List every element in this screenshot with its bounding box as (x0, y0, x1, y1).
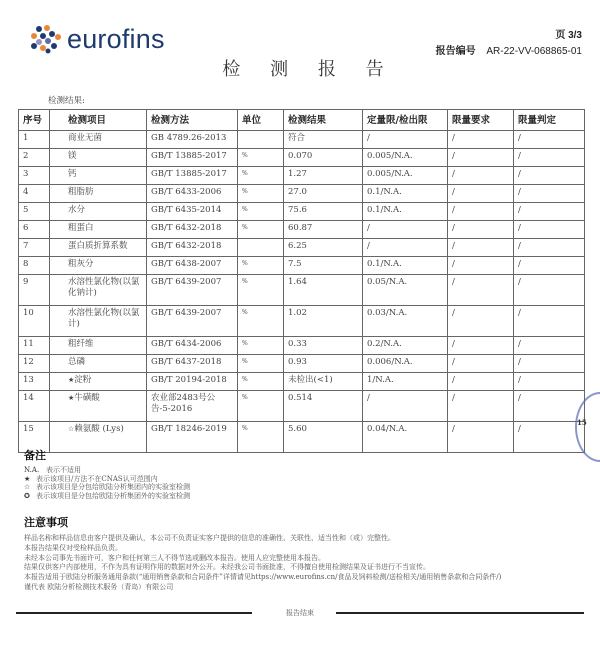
report-number-label: 报告编号 (435, 46, 476, 57)
cell-unit: % (238, 373, 284, 391)
cell-result: 75.6 (284, 203, 363, 221)
cell-requirement: / (448, 391, 514, 422)
notes-title: 备注 (24, 449, 46, 462)
col-header-result: 检测结果 (284, 110, 363, 131)
cell-requirement: / (448, 203, 514, 221)
cell-no: 6 (19, 221, 50, 239)
cell-unit: % (238, 306, 284, 337)
cell-limit: 1/N.A. (363, 373, 448, 391)
cell-unit: % (238, 391, 284, 422)
notes-list (24, 466, 190, 500)
cell-result: 0.33 (284, 337, 363, 355)
cell-limit: 0.05/N.A. (363, 275, 448, 306)
cell-judgement: / (514, 391, 585, 422)
table-row (19, 355, 585, 373)
cell-method: GB/T 18246-2019 (147, 422, 238, 453)
attention-text (24, 534, 584, 593)
cell-judgement: / (514, 275, 585, 306)
cell-no: 14 (19, 391, 50, 422)
cell-method: GB/T 20194-2018 (147, 373, 238, 391)
attention-line: 样品名称和样品信息由客户提供及确认，本公司不负责证实客户提供的信息的准确性、关联性、适当性和（或）完整性。 (24, 534, 395, 542)
cell-limit: / (363, 131, 448, 149)
star-filled-icon: ★ (24, 474, 31, 483)
cell-no: 13 (19, 373, 50, 391)
eurofins-logo-icon (30, 24, 64, 54)
cell-requirement: / (448, 257, 514, 275)
cell-judgement: / (514, 306, 585, 337)
cell-method: GB/T 6438-2007 (147, 257, 238, 275)
cell-requirement: / (448, 275, 514, 306)
table-row (19, 422, 585, 453)
note-symbol: N.A. (24, 466, 40, 474)
cell-judgement: / (514, 167, 585, 185)
cell-requirement: / (448, 355, 514, 373)
cell-method: GB/T 13885-2017 (147, 167, 238, 185)
attention-line: 本报告适用于欧陆分析服务通用条款(“通用销售条款和合同条件”详情请见https://www.eurofins.cn/食品及饲料检测/送检相关/通用销售条款和合同条件/) (24, 573, 502, 582)
note-item: ☆ 表示该项目是分包给欧陆分析集团内的实验室检测 (24, 483, 190, 491)
cell-limit: / (363, 239, 448, 257)
cell-judgement: / (514, 221, 585, 239)
cell-unit: % (238, 422, 284, 453)
table-row (19, 203, 585, 221)
cell-no: 7 (19, 239, 50, 257)
cell-method: GB/T 6434-2006 (147, 337, 238, 355)
cell-unit: % (238, 355, 284, 373)
cell-unit: % (238, 221, 284, 239)
circled-star-icon: ✪ (24, 491, 30, 500)
cell-no: 1 (19, 131, 50, 149)
cell-item: ★淀粉 (50, 373, 147, 391)
cell-limit: / (363, 391, 448, 422)
note-item: ✪ 表示该项目是分包给欧陆分析集团外的实验室检测 (24, 491, 190, 500)
cell-unit: % (238, 167, 284, 185)
eurofins-logo (30, 24, 165, 54)
cell-item: 粗蛋白 (50, 221, 147, 239)
cell-requirement: / (448, 422, 514, 453)
cell-unit: % (238, 185, 284, 203)
cell-method: GB/T 6432-2018 (147, 221, 238, 239)
cell-judgement: / (514, 355, 585, 373)
page-number: 页 3/3 (555, 30, 582, 41)
col-header-judgement: 限量判定 (514, 110, 585, 131)
stamp-number: 15 (577, 418, 587, 427)
col-header-requirement: 限量要求 (448, 110, 514, 131)
cell-requirement: / (448, 239, 514, 257)
logo-text: eurofins (67, 23, 165, 54)
cell-method: GB/T 13885-2017 (147, 149, 238, 167)
cell-result: 1.27 (284, 167, 363, 185)
cell-unit (238, 239, 284, 257)
report-number-value: AR-22-VV-068865-01 (486, 46, 582, 57)
cell-result: 1.02 (284, 306, 363, 337)
cell-item: ★牛磺酸 (50, 391, 147, 422)
cell-unit: % (238, 257, 284, 275)
note-item: ★ 表示该项目/方法不在CNAS认可范围内 (24, 474, 158, 483)
cell-result: 符合 (284, 131, 363, 149)
cell-unit: % (238, 275, 284, 306)
star-outline-icon: ☆ (68, 425, 75, 433)
table-row (19, 391, 585, 422)
cell-item: 钙 (50, 167, 147, 185)
cell-no: 8 (19, 257, 50, 275)
table-row (19, 275, 585, 306)
cell-requirement: / (448, 167, 514, 185)
cell-requirement: / (448, 337, 514, 355)
cell-judgement: / (514, 257, 585, 275)
cell-judgement: / (514, 203, 585, 221)
cell-method: GB/T 6437-2018 (147, 355, 238, 373)
cell-no: 15 (19, 422, 50, 453)
page-title: 检 测 报 告 (222, 59, 396, 80)
cell-method: GB/T 6439-2007 (147, 306, 238, 337)
col-header-item: 检测项目 (50, 110, 147, 131)
attention-title: 注意事项 (24, 516, 68, 529)
note-item: N.A. 表示不适用 (24, 466, 81, 474)
attention-line: 未经本公司事先书面许可，客户和任何第三人不得节选或删改本报告。使用人应完整使用本报告。 (24, 553, 325, 562)
cell-no: 9 (19, 275, 50, 306)
cell-item: 粗脂肪 (50, 185, 147, 203)
cell-no: 4 (19, 185, 50, 203)
cell-method: GB/T 6433-2006 (147, 185, 238, 203)
cell-no: 5 (19, 203, 50, 221)
cell-result: 5.60 (284, 422, 363, 453)
table-row (19, 149, 585, 167)
cell-unit: % (238, 149, 284, 167)
table-row (19, 185, 585, 203)
cell-limit: 0.03/N.A. (363, 306, 448, 337)
cell-judgement: / (514, 185, 585, 203)
cell-result: 0.93 (284, 355, 363, 373)
cell-item: 蛋白质折算系数 (50, 239, 147, 257)
col-header-no: 序号 (19, 110, 50, 131)
cell-no: 11 (19, 337, 50, 355)
cell-requirement: / (448, 149, 514, 167)
table-row (19, 221, 585, 239)
results-table (18, 109, 585, 453)
cell-limit: 0.005/N.A. (363, 149, 448, 167)
col-header-limit: 定量限/检出限 (363, 110, 448, 131)
cell-result: 6.25 (284, 239, 363, 257)
cell-requirement: / (448, 131, 514, 149)
cell-method: GB/T 6432-2018 (147, 239, 238, 257)
cell-item: 商业无菌 (50, 131, 147, 149)
attention-line: 结果仅供客户内部使用，不作为具有证明作用的数据对外公开。未经我公司书面批准，不得擅自使用检测结果及证书进行不当宣传。 (24, 563, 430, 572)
cell-judgement: / (514, 131, 585, 149)
cell-limit: 0.04/N.A. (363, 422, 448, 453)
cell-result: 0.070 (284, 149, 363, 167)
report-end-text: 报告结束 (286, 609, 314, 617)
cell-result: 0.514 (284, 391, 363, 422)
cell-item: 水溶性氯化物(以氯化钠计) (50, 275, 147, 306)
table-row (19, 306, 585, 337)
table-row (19, 337, 585, 355)
attention-line: 谨代表 欧陆分析检测技术服务（青岛）有限公司 (24, 582, 174, 591)
star-outline-icon: ☆ (24, 483, 31, 491)
results-label: 检测结果: (48, 96, 85, 106)
cell-item: 水分 (50, 203, 147, 221)
cell-judgement: / (514, 422, 585, 453)
cell-no: 3 (19, 167, 50, 185)
attention-line: 本报告结果仅对受检样品负责。 (24, 543, 122, 552)
cell-method: GB/T 6439-2007 (147, 275, 238, 306)
star-filled-icon: ★ (68, 376, 75, 384)
table-header-row (19, 110, 585, 131)
cell-limit: 0.2/N.A. (363, 337, 448, 355)
col-header-unit: 单位 (238, 110, 284, 131)
cell-judgement: / (514, 373, 585, 391)
table-row (19, 373, 585, 391)
cell-method: GB 4789.26-2013 (147, 131, 238, 149)
cell-limit: 0.1/N.A. (363, 203, 448, 221)
cell-requirement: / (448, 373, 514, 391)
cell-limit: / (363, 221, 448, 239)
cell-method: 农业部2483号公告-5-2016 (147, 391, 238, 422)
cell-unit: % (238, 337, 284, 355)
end-divider-right (336, 612, 584, 614)
cell-unit (238, 131, 284, 149)
cell-result: 7.5 (284, 257, 363, 275)
cell-requirement: / (448, 185, 514, 203)
table-row (19, 167, 585, 185)
cell-no: 10 (19, 306, 50, 337)
cell-item: 镁 (50, 149, 147, 167)
star-filled-icon: ★ (68, 394, 75, 402)
cell-item: ☆赖氨酸 (Lys) (50, 422, 147, 453)
cell-result: 27.0 (284, 185, 363, 203)
cell-item: 水溶性氯化物(以氯计) (50, 306, 147, 337)
cell-result: 60.87 (284, 221, 363, 239)
cell-result: 未检出(<1) (284, 373, 363, 391)
cell-method: GB/T 6435-2014 (147, 203, 238, 221)
cell-result: 1.64 (284, 275, 363, 306)
cell-limit: 0.006/N.A. (363, 355, 448, 373)
col-header-method: 检测方法 (147, 110, 238, 131)
cell-no: 12 (19, 355, 50, 373)
cell-judgement: / (514, 239, 585, 257)
cell-judgement: / (514, 149, 585, 167)
cell-item: 粗灰分 (50, 257, 147, 275)
cell-item: 总磷 (50, 355, 147, 373)
table-row (19, 257, 585, 275)
cell-limit: 0.1/N.A. (363, 185, 448, 203)
cell-item: 粗纤维 (50, 337, 147, 355)
cell-requirement: / (448, 306, 514, 337)
table-row (19, 239, 585, 257)
table-row (19, 131, 585, 149)
cell-requirement: / (448, 221, 514, 239)
cell-no: 2 (19, 149, 50, 167)
cell-judgement: / (514, 337, 585, 355)
cell-unit: % (238, 203, 284, 221)
cell-limit: 0.005/N.A. (363, 167, 448, 185)
cell-limit: 0.1/N.A. (363, 257, 448, 275)
